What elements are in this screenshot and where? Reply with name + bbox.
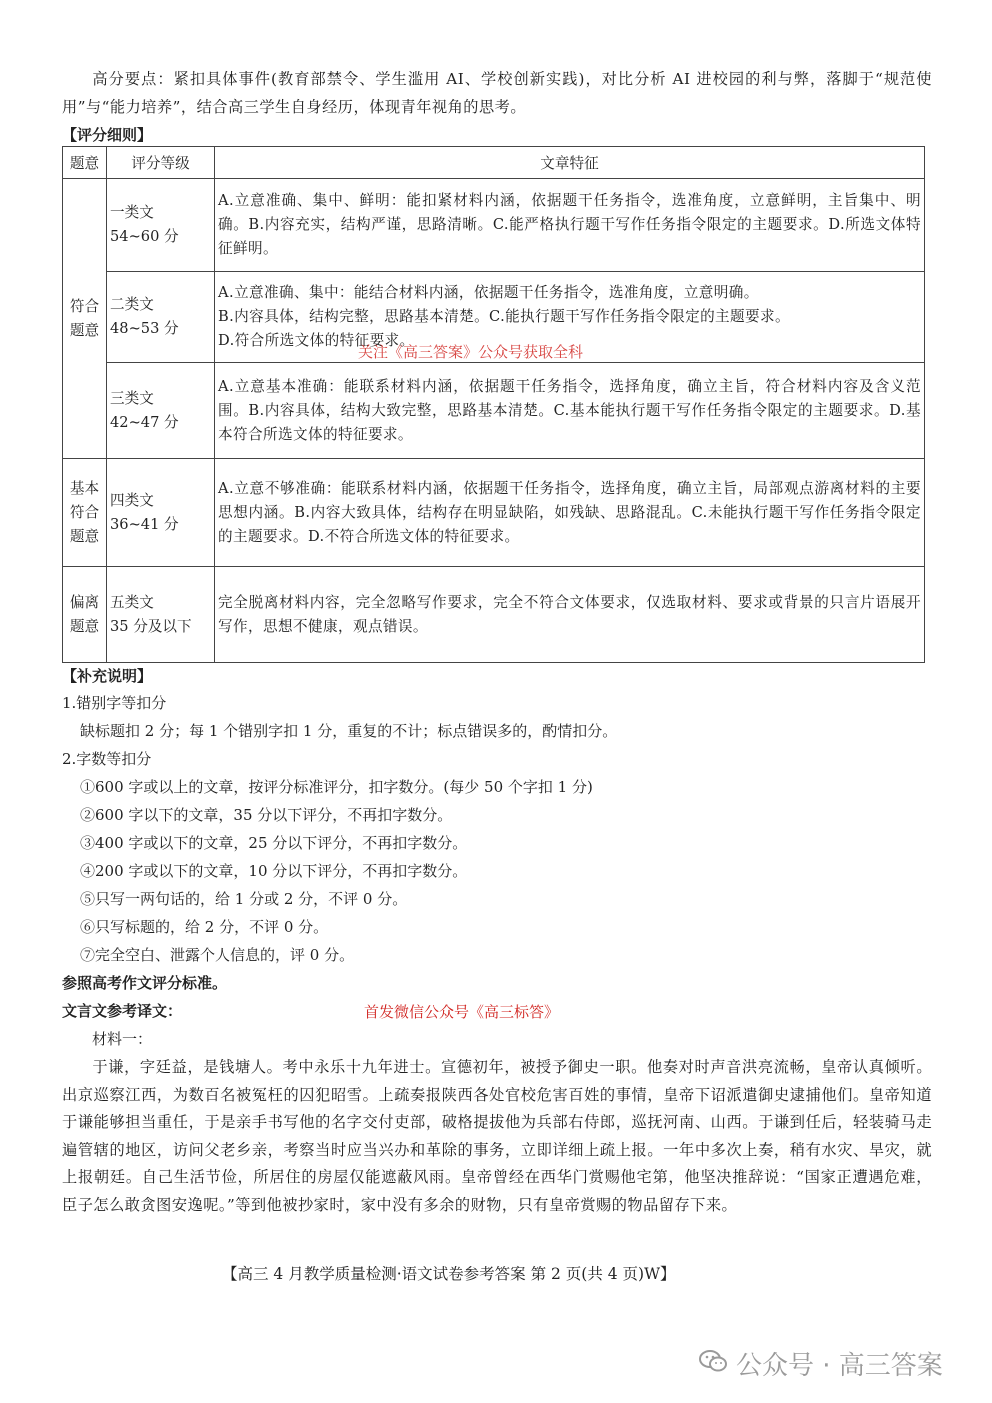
grade-name: 四类文 <box>110 491 154 509</box>
word-count-rule: ⑥只写标题的，给 2 分，不评 0 分。 <box>80 918 329 936</box>
header-topic: 题意 <box>63 147 107 179</box>
intro-paragraph: 高分要点：紧扣具体事件(教育部禁令、学生滥用 AI、学校创新实践)，对比分析 AI 进校园的利与弊，落脚于“规范使用”与“能力培养”，结合高三学生自身经历，体现青年视角的思考。 <box>62 70 932 116</box>
category-cell <box>63 179 107 459</box>
grade-name: 五类文 <box>110 593 154 611</box>
watermark-text: 公众号 · 高三答案 <box>736 1351 943 1381</box>
grade-score: 35 分及以下 <box>110 617 192 635</box>
feature-cell: A.立意准确、集中、鲜明：能扣紧材料内涵，依据题干任务指令，选准角度，立意鲜明，主旨集中、明确。B.内容充实，结构严谨，思路清晰。C.能严格执行题干写作任务指令限定的主题要求。D.所选文体特征鲜明。 <box>215 179 925 272</box>
table-header-row <box>63 147 925 179</box>
word-count-rule: ①600 字或以上的文章，按评分标准评分，扣字数分。(每少 50 个字扣 1 分) <box>80 778 593 796</box>
promo-overlay-text: 关注《高三答案》公众号获取全科 <box>358 343 584 361</box>
rubric-heading: 【评分细则】 <box>62 126 153 144</box>
header-grade: 评分等级 <box>107 147 215 179</box>
word-count-rule: ②600 字以下的文章，35 分以下评分，不再扣字数分。 <box>80 806 453 824</box>
translation-paragraph: 于谦，字廷益，是钱塘人。考中永乐十九年进士。宣德初年，被授予御史一职。他奏对时声音洪亮流畅，皇帝认真倾听。出京巡察江西，为数百名被冤枉的囚犯昭雪。上疏奏报陕西各处官校危害百姓的事情，皇帝下诏派遣御史逮捕他们。皇帝知道于谦能够担当重任，于是亲手书写他的名字交付吏部，破格提拔他为兵部右侍郎，巡抚河南、山西。于谦到任后，轻装骑马走遍管辖的地区，访问父老乡亲，考察当时应当兴办和革除的事务，立即详细上疏上报。一年中多次上奏，稍有水灾、旱灾，就上报朝廷。自己生活节俭，所居住的房屋仅能遮蔽风雨。皇帝曾经在西华门赏赐他宅第，他坚决推辞说：“国家正遭遇危难，臣子怎么敢贪图安逸呢。”等到他被抄家时，家中没有多余的财物，只有皇帝赏赐的物品留存下来。 <box>62 1058 932 1214</box>
translation-heading: 文言文参考译文： <box>62 1002 183 1020</box>
grade-cell <box>107 567 215 663</box>
category-cell <box>63 567 107 663</box>
category-label: 偏离题意 <box>69 593 100 635</box>
grade-score: 54~60 分 <box>110 228 179 245</box>
grade-cell <box>107 272 215 363</box>
table-row <box>63 179 925 272</box>
word-count-rule: ⑦完全空白、泄露个人信息的，评 0 分。 <box>80 946 355 964</box>
feature-cell: A.立意准确、集中：能结合材料内涵，依据题干任务指令，选准角度，立意明确。 B.内容具体，结构完整，思路基本清楚。C.能执行题干写作任务指令限定的主题要求。 D.符合所选文体的特征要求。 <box>215 272 925 363</box>
grade-name: 二类文 <box>110 296 154 313</box>
table-row <box>63 459 925 567</box>
grade-score: 48~53 分 <box>110 320 179 337</box>
header-features: 文章特征 <box>215 147 925 179</box>
grade-cell <box>107 459 215 567</box>
word-count-rule: ④200 字或以下的文章，10 分以下评分，不再扣字数分。 <box>80 862 468 880</box>
grade-name: 一类文 <box>110 204 154 221</box>
grade-score: 42~47 分 <box>110 413 179 431</box>
feature-cell: 完全脱离材料内容，完全忽略写作要求，完全不符合文体要求，仅选取材料、要求或背景的只言片语展开写作，思想不健康，观点错误。 <box>215 567 925 663</box>
material-label: 材料一： <box>92 1030 153 1048</box>
reference-note: 参照高考作文评分标准。 <box>62 974 228 992</box>
promo-overlay-text: 首发微信公众号《高三标答》 <box>364 1003 560 1021</box>
word-count-rule: ⑤只写一两句话的，给 1 分或 2 分，不评 0 分。 <box>80 890 408 908</box>
supplement-item-1-text: 缺标题扣 2 分；每 1 个错别字扣 1 分，重复的不计；标点错误多的，酌情扣分。 <box>80 722 618 740</box>
supplement-heading: 【补充说明】 <box>62 667 153 685</box>
grade-cell <box>107 179 215 272</box>
page-footer: 【高三 4 月教学质量检测·语文试卷参考答案 第 2 页(共 4 页)W】 <box>222 1265 676 1283</box>
table-row <box>63 567 925 663</box>
supplement-item-2-title: 2.字数等扣分 <box>62 750 152 768</box>
rubric-table <box>62 146 925 663</box>
feature-cell: A.立意不够准确：能联系材料内涵，依据题干任务指令，选择角度，确立主旨，局部观点游离材料的主要思想内涵。B.内容大致具体，结构存在明显缺陷，如残缺、思路混乱。C.未能执行题干写作任务指令限定的主题要求。D.不符合所选文体的特征要求。 <box>215 459 925 567</box>
word-count-rule: ③400 字或以下的文章，25 分以下评分，不再扣字数分。 <box>80 834 468 852</box>
category-cell <box>63 459 107 567</box>
grade-score: 36~41 分 <box>110 515 179 533</box>
grade-name: 三类文 <box>110 389 154 407</box>
table-row <box>63 363 925 459</box>
supplement-item-1-title: 1.错别字等扣分 <box>62 694 167 712</box>
wechat-icon <box>698 1348 728 1374</box>
category-label: 符合题意 <box>69 297 100 339</box>
category-label: 基本符合题意 <box>69 479 100 545</box>
grade-cell <box>107 363 215 459</box>
feature-cell: A.立意基本准确：能联系材料内涵，依据题干任务指令，选择角度，确立主旨，符合材料内容及含义范围。B.内容具体，结构大致完整，思路基本清楚。C.基本能执行题干写作任务指令限定的主题要求。D.基本符合所选文体的特征要求。 <box>215 363 925 459</box>
